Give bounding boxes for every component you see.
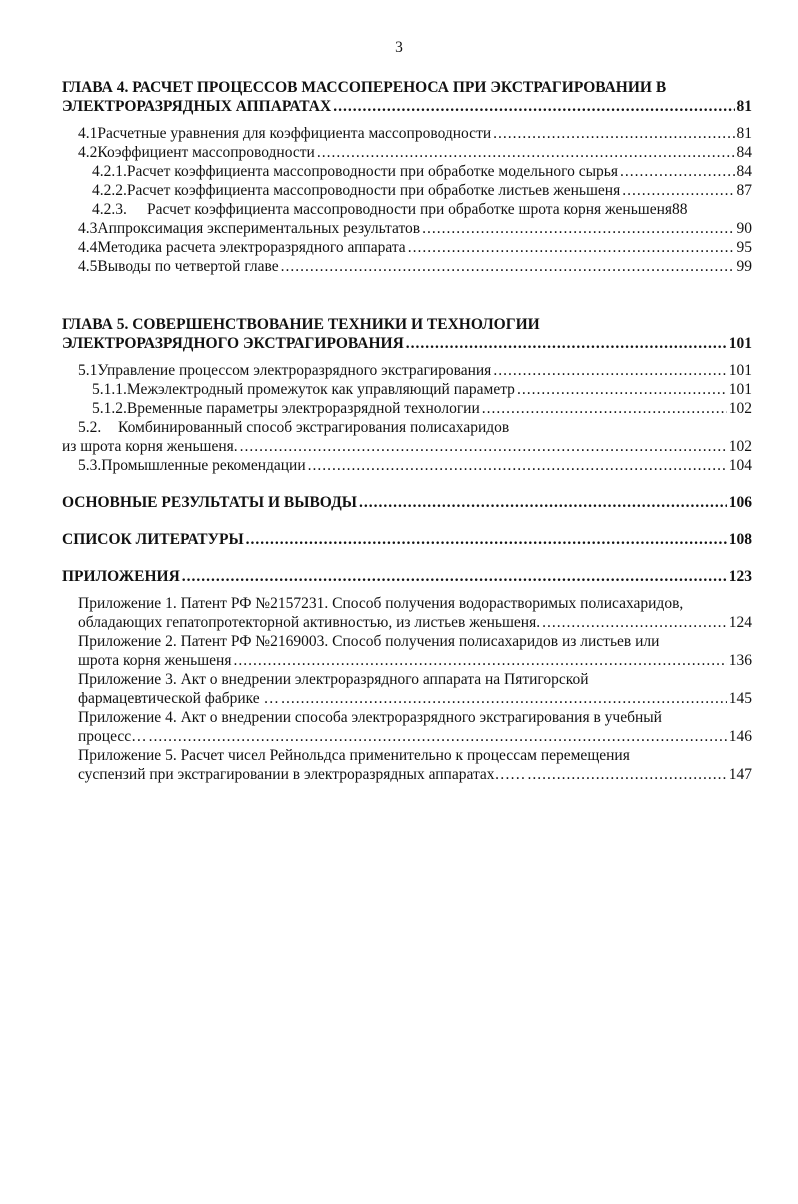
appendices-page: 123 [728, 568, 752, 585]
dot-leader [620, 162, 735, 181]
chapter-4 [62, 78, 752, 276]
chapter-4-title-row[interactable] [62, 97, 752, 116]
dot-leader [246, 530, 727, 549]
dot-leader [233, 651, 726, 670]
appendix-page: 145 [728, 690, 752, 707]
dot-leader [422, 219, 734, 238]
toc-entry-4-5[interactable] [62, 257, 752, 276]
entry-title: Выводы по четвертой главе [97, 258, 279, 275]
appendix-line2: суспензий при экстрагировании в электроразрядных аппаратах…… [78, 766, 526, 783]
appendix-line1: Приложение 4. Акт о внедрении способа электроразрядного экстрагирования в учебный [78, 709, 662, 726]
results-title: ОСНОВНЫЕ РЕЗУЛЬТАТЫ И ВЫВОДЫ [62, 494, 357, 511]
appendix-page: 136 [728, 652, 752, 669]
dot-leader [517, 380, 727, 399]
toc-entry-4-3[interactable] [62, 219, 752, 238]
dot-leader [408, 238, 735, 257]
toc-entry-5-2[interactable] [62, 418, 752, 437]
appendix-line2: обладающих гепатопротекторной активностью, из листьев женьшеня. [78, 614, 541, 631]
toc-entry-5-1[interactable] [62, 361, 752, 380]
dot-leader [528, 765, 727, 784]
toc-entry-5-2-cont[interactable] [62, 437, 752, 456]
entry-number: 4.5 [78, 258, 98, 275]
entry-page: 90 [736, 220, 752, 237]
dot-leader [333, 97, 734, 116]
entry-title: Промышленные рекомендации [101, 457, 306, 474]
toc-entry-5-1-2[interactable] [62, 399, 752, 418]
appendix-line1: Приложение 3. Акт о внедрении электроразрядного аппарата на Пятигорской [78, 671, 589, 688]
entry-number: 4.1 [78, 125, 98, 142]
toc-entry-5-3[interactable] [62, 456, 752, 475]
entry-page: 101 [728, 362, 752, 379]
entry-page: 88 [672, 201, 688, 218]
appendix-line1: Приложение 1. Патент РФ №2157231. Способ получения водорастворимых полисахаридов, [78, 595, 684, 612]
results-page: 106 [728, 494, 752, 511]
dot-leader [182, 567, 727, 586]
entry-title: Комбинированный способ экстрагирования полисахаридов [118, 419, 510, 436]
toc-entry-4-1[interactable] [62, 124, 752, 143]
entry-title: Расчет коэффициента массопроводности при обработке шрота корня женьшеня [147, 201, 673, 218]
entry-title: Аппроксимация экспериментальных результатов [97, 220, 421, 237]
table-of-contents [62, 78, 752, 784]
chapter-4-page: 81 [736, 98, 752, 115]
appendix-5[interactable] [62, 746, 752, 784]
chapter-5-page: 101 [728, 335, 752, 352]
chapter-5-title-line1: ГЛАВА 5. СОВЕРШЕНСТВОВАНИЕ ТЕХНИКИ И ТЕХНОЛОГИИ [62, 316, 540, 333]
dot-leader [281, 689, 727, 708]
references-page: 108 [728, 531, 752, 548]
dot-leader [240, 437, 727, 456]
chapter-4-title-line1: ГЛАВА 4. РАСЧЕТ ПРОЦЕССОВ МАССОПЕРЕНОСА ПРИ ЭКСТРАГИРОВАНИИ В [62, 79, 667, 96]
appendix-2[interactable] [62, 632, 752, 670]
toc-entry-4-4[interactable] [62, 238, 752, 257]
entry-number: 4.2.2. [92, 182, 127, 199]
appendix-line2: фармацевтической фабрике … [78, 690, 280, 707]
toc-entry-5-1-1[interactable] [62, 380, 752, 399]
entry-page: 101 [728, 381, 752, 398]
dot-leader [493, 124, 734, 143]
dot-leader [493, 361, 726, 380]
dot-leader [622, 181, 734, 200]
toc-entry-results[interactable] [62, 493, 752, 512]
toc-entry-4-2-2[interactable] [62, 181, 752, 200]
chapter-5-title-row[interactable] [62, 334, 752, 353]
entry-number: 5.1 [78, 362, 98, 379]
appendices-title: ПРИЛОЖЕНИЯ [62, 568, 180, 585]
entry-number: 4.4 [78, 239, 98, 256]
chapter-5 [62, 315, 752, 475]
entry-title: Межэлектродный промежуток как управляющий параметр [126, 381, 515, 398]
appendix-page: 146 [728, 728, 752, 745]
entry-title: Расчет коэффициента массопроводности при обработке листьев женьшеня [126, 182, 621, 199]
entry-title: Методика расчета электроразрядного аппарата [97, 239, 406, 256]
entry-number: 5.1.2. [92, 400, 127, 417]
entry-number: 5.3. [78, 457, 102, 474]
entry-page: 87 [736, 182, 752, 199]
entry-page: 81 [736, 125, 752, 142]
entry-number: 4.2.1. [92, 163, 127, 180]
entry-title: Управление процессом электроразрядного экстрагирования [97, 362, 492, 379]
entry-number: 5.2. [78, 419, 102, 436]
dot-leader [359, 493, 727, 512]
entry-title: Расчетные уравнения для коэффициента массопроводности [97, 125, 492, 142]
references-title: СПИСОК ЛИТЕРАТУРЫ [62, 531, 244, 548]
appendix-line2: процесс… [78, 728, 147, 745]
chapter-5-title-line2: ЭЛЕКТРОРАЗРЯДНОГО ЭКСТРАГИРОВАНИЯ [62, 335, 404, 352]
entry-page: 84 [736, 144, 752, 161]
entry-page: 84 [736, 163, 752, 180]
toc-entry-4-2-1[interactable] [62, 162, 752, 181]
entry-number: 4.2.3. [92, 201, 127, 218]
appendix-1[interactable] [62, 594, 752, 632]
entry-title: Расчет коэффициента массопроводности при обработке модельного сырья [126, 163, 618, 180]
toc-entry-4-2-3[interactable] [62, 200, 752, 219]
appendix-4[interactable] [62, 708, 752, 746]
dot-leader [482, 399, 727, 418]
chapter-4-title-line2: ЭЛЕКТРОРАЗРЯДНЫХ АППАРАТАХ [62, 98, 332, 115]
dot-leader [308, 456, 727, 475]
appendix-3[interactable] [62, 670, 752, 708]
entry-number: 5.1.1. [92, 381, 127, 398]
entry-page: 104 [728, 457, 752, 474]
dot-leader [542, 613, 727, 632]
appendix-page: 147 [728, 766, 752, 783]
toc-entry-appendices[interactable] [62, 567, 752, 586]
dot-leader [406, 334, 727, 353]
entry-title: Коэффициент массопроводности [97, 144, 315, 161]
entry-title-cont: из шрота корня женьшеня. [62, 438, 238, 455]
toc-entry-references[interactable] [62, 530, 752, 549]
dot-leader [317, 143, 735, 162]
dot-leader [281, 257, 735, 276]
dot-leader [149, 727, 727, 746]
appendix-line1: Приложение 2. Патент РФ №2169003. Способ получения полисахаридов из листьев или [78, 633, 660, 650]
page-number: 3 [395, 39, 403, 56]
appendix-line1: Приложение 5. Расчет чисел Рейнольдса применительно к процессам перемещения [78, 747, 630, 764]
entry-page: 102 [728, 400, 752, 417]
entry-number: 4.2 [78, 144, 98, 161]
appendix-line2: шрота корня женьшеня [78, 652, 232, 669]
appendix-page: 124 [728, 614, 752, 631]
toc-entry-4-2[interactable] [62, 143, 752, 162]
entry-page: 99 [736, 258, 752, 275]
entry-number: 4.3 [78, 220, 98, 237]
entry-page: 95 [736, 239, 752, 256]
entry-page: 102 [728, 438, 752, 455]
entry-title: Временные параметры электроразрядной технологии [126, 400, 480, 417]
